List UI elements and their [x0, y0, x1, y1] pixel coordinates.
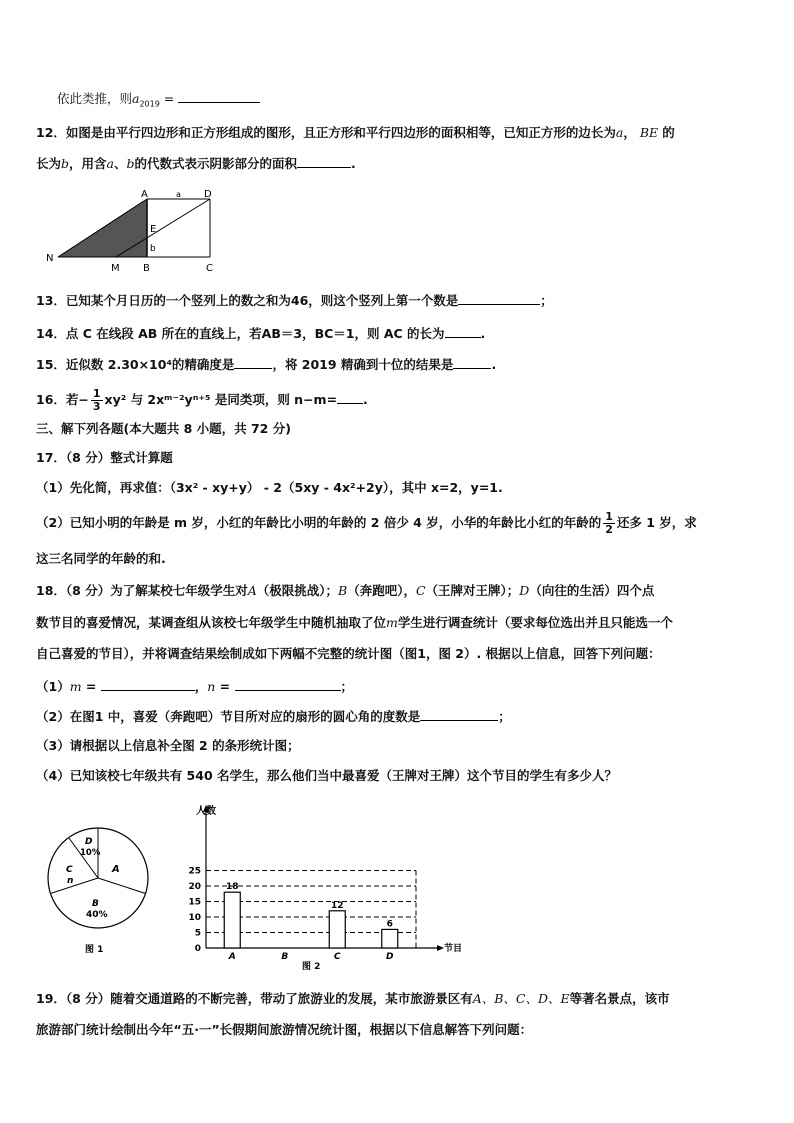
q18-var: m [69, 679, 82, 694]
label-B: B [143, 263, 150, 274]
fraction-numerator: 1 [92, 387, 101, 400]
y-tick-label: 0 [194, 944, 201, 954]
y-tick-label: 25 [188, 866, 201, 877]
q18-line3: 自己喜爱的节目），并将调查结果绘制成如下两幅不完整的统计图（图1，图 2）. 根据以上信息，回答下列问题： [36, 646, 661, 661]
q12-var-b: b [61, 156, 70, 171]
q18-line2 [36, 615, 673, 631]
q16-fraction [91, 388, 103, 413]
q12-var-b: b [126, 156, 135, 171]
y-tick-label: 10 [188, 913, 201, 923]
q18-text: 18．（8 分）为了解某校七年级学生对 [36, 583, 248, 598]
pie-chart-figure1 [40, 820, 158, 960]
q18-var: D [519, 583, 530, 598]
q19-line2: 旅游部门统计绘制出今年“五·一”长假期间旅游情况统计图，根据以下信息解答下列问题： [36, 1022, 533, 1037]
answer-blank[interactable] [337, 391, 363, 404]
bar-d [382, 929, 398, 948]
bar-caption: 图 2 [302, 962, 321, 972]
bar-c [329, 911, 345, 948]
q16-end: . [363, 392, 368, 407]
q18-text: （向往的生活）四个点 [529, 583, 655, 598]
answer-blank[interactable] [445, 325, 481, 338]
q12-text: . [351, 156, 356, 171]
q17-part2 [36, 508, 697, 538]
answer-blank[interactable] [101, 678, 195, 691]
q18-var: B [338, 583, 348, 598]
q13-line [36, 292, 553, 309]
pie-label-a: A [112, 864, 120, 875]
q19-text: 等著名景点，该市 [569, 991, 670, 1006]
x-tick-label: B [281, 952, 289, 962]
pie-label-n: n [67, 876, 74, 886]
x-axis-title: 节目 [444, 944, 463, 954]
label-D: D [204, 189, 212, 200]
q12-text: 12．如图是由平行四边形和正方形组成的图形，且正方形和平行四边形的面积相等，已知正方形的边长为 [36, 125, 616, 140]
q14-text: 14．点 C 在线段 AB 所在的直线上，若AB＝3，BC＝1，则 AC 的长为 [36, 326, 445, 341]
pie-pct-d: 10% [80, 848, 101, 858]
answer-blank[interactable] [234, 356, 272, 369]
q16-text: 16．若− [36, 392, 89, 407]
answer-blank[interactable] [453, 356, 491, 369]
q12-text: 、 [114, 156, 127, 171]
q14-line [36, 325, 485, 342]
answer-blank[interactable] [178, 90, 260, 103]
q18-var: A [247, 583, 257, 598]
q18-text: （王牌对王牌）； [425, 583, 520, 598]
answer-blank[interactable] [297, 155, 351, 168]
q19-text: 19．（8 分）随着交通道路的不断完善，带动了旅游业的发展，某市旅游景区有 [36, 991, 473, 1006]
bar-value-label: 12 [330, 900, 344, 911]
pie-caption: 图 1 [85, 945, 104, 955]
q17-text: 还多 1 岁，求 [616, 515, 697, 530]
q12-text: ， [623, 125, 636, 140]
label-N: N [46, 253, 54, 264]
q18-text: 学生进行调查统计（要求每位选出并且只能选一个 [397, 615, 673, 630]
q12-text: 的 [662, 125, 675, 140]
q18-text: ， [194, 679, 208, 694]
q18-text: = [215, 679, 235, 694]
q17-part2-cont: 这三名同学的年龄的和. [36, 551, 166, 566]
intro-symbol: a [132, 91, 140, 106]
q18-text: （2）在图1 中，喜爱（奔跑吧）节目所对应的扇形的圆心角的度数是 [36, 709, 421, 724]
answer-blank[interactable] [458, 292, 540, 305]
y-axis-title: 人数 [196, 806, 216, 817]
bar-value-label: 18 [225, 882, 239, 893]
q16-line [36, 385, 368, 415]
q12-var-a: a [106, 156, 114, 171]
q17-text: （2）已知小明的年龄是 m 岁，小红的年龄比小明的年龄的 2 倍少 4 岁，小华的年龄比小红的年龄的 [36, 515, 602, 530]
q15-text: ，将 2019 精确到十位的结果是 [272, 357, 454, 372]
q12-text: 的代数式表示阴影部分的面积 [134, 156, 298, 171]
pie-label-b: B [92, 899, 99, 909]
y-tick-label: 15 [188, 897, 201, 908]
q18-text: ； [498, 709, 511, 724]
q18-text: （极限挑战）； [256, 583, 338, 598]
q15-line [36, 356, 496, 373]
x-tick-label: C [333, 952, 341, 962]
q17-fraction [603, 511, 615, 536]
q18-sub3: （3）请根据以上信息补全图 2 的条形统计图； [36, 738, 300, 753]
q13-text: 13．已知某个月日历的一个竖列上的数之和为46，则这个竖列上第一个数是 [36, 293, 459, 308]
q19-line1 [36, 991, 670, 1007]
q12-text: 长为 [36, 156, 62, 171]
q18-text: = [81, 679, 101, 694]
label-E: E [150, 224, 157, 235]
q18-line1 [36, 583, 654, 599]
pie-pct-b: 40% [86, 910, 108, 920]
q18-var: n [207, 679, 216, 694]
q12-var-a: a [615, 125, 624, 140]
label-a: a [176, 190, 181, 199]
q17-title: 17．（8 分）整式计算题 [36, 450, 173, 465]
q18-var: C [415, 583, 426, 598]
y-tick-label: 20 [188, 882, 201, 892]
q12-line2 [36, 155, 356, 172]
q18-text: ； [340, 679, 354, 694]
q18-text: （奔跑吧）， [347, 583, 416, 598]
x-axis-arrow [437, 945, 444, 951]
q12-var-be: BE [639, 125, 659, 140]
q18-sub2 [36, 708, 511, 725]
label-b: b [150, 244, 156, 254]
label-A: A [141, 189, 148, 200]
q15-text: 15．近似数 2.30×10⁴的精确度是 [36, 357, 235, 372]
label-M: M [111, 263, 120, 274]
q18-text: 数节目的喜爱情况，某调查组从该校七年级学生中随机抽取了位 [36, 615, 387, 630]
label-C: C [206, 263, 213, 274]
q12-text: ，用含 [69, 156, 107, 171]
q19-spots: A、B、C、D、E [472, 991, 570, 1006]
pie-label-d: D [85, 837, 93, 847]
bar-chart-figure2 [180, 800, 480, 975]
answer-blank[interactable] [235, 678, 341, 691]
q18-sub1 [36, 678, 353, 695]
q18-var: m [386, 615, 398, 630]
y-tick-label: 5 [194, 928, 201, 939]
fraction-denominator: 3 [92, 400, 101, 413]
q13-end: ； [540, 293, 553, 308]
q15-end: . [491, 357, 497, 372]
fraction-numerator: 1 [605, 510, 613, 523]
q12-line1 [36, 125, 675, 141]
pie-label-c: C [66, 865, 73, 875]
fraction-denominator: 2 [605, 523, 613, 536]
intro-line [57, 90, 260, 113]
answer-blank[interactable] [420, 708, 498, 721]
bar-value-label: 6 [386, 919, 393, 930]
bar-a [224, 892, 240, 948]
q14-end: . [480, 326, 486, 341]
q17-part1: （1）先化简，再求值：（3x² - xy+y） - 2（5xy - 4x²+2y），其中 x=2，y=1. [36, 480, 503, 495]
q18-text: （1） [36, 679, 70, 694]
intro-eq: = [159, 91, 179, 106]
x-tick-label: A [228, 952, 236, 962]
section-heading: 三、解下列各题(本大题共 8 小题，共 72 分) [36, 421, 291, 436]
x-tick-label: D [386, 952, 394, 962]
q18-sub4: （4）已知该校七年级共有 540 名学生，那么他们当中最喜爱（王牌对王牌）这个节目的学生有多少人？ [36, 768, 617, 783]
intro-subscript: 2019 [139, 99, 160, 109]
q16-text: xy² 与 2xᵐ⁻²yⁿ⁺⁵ 是同类项，则 n−m= [104, 392, 338, 407]
q12-geometry-figure [40, 185, 230, 277]
intro-text: 依此类推，则 [57, 91, 133, 106]
